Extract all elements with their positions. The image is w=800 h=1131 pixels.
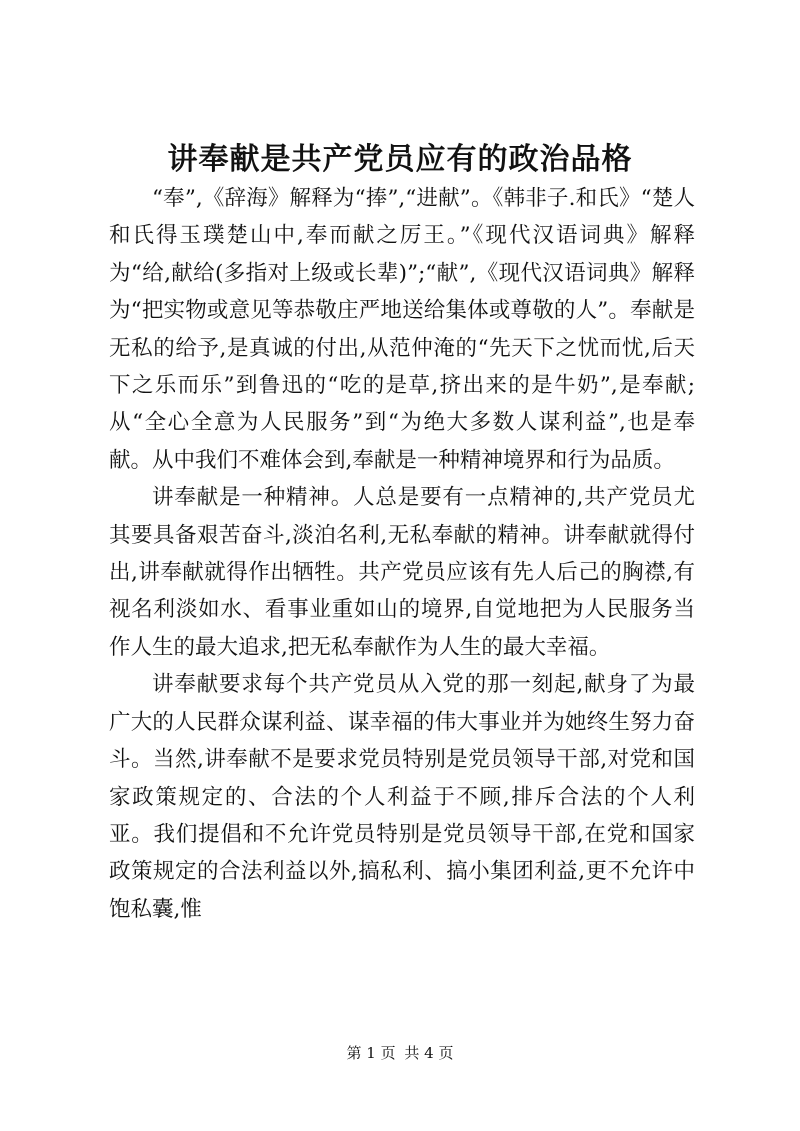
page-footer [0, 1043, 800, 1063]
page-total: 共 4 页 [404, 1044, 454, 1062]
document-body [109, 180, 695, 928]
document-title: 讲奉献是共产党员应有的政治品格 [167, 142, 633, 177]
paragraph: “奉”,《辞海》解释为“捧”,“进献”。《韩非子.和氏》“楚人和氏得玉璞楚山中,奉而献之厉王。”《现代汉语词典》解释为“给,献给(多指对上级或长辈)”;“献”,《现代汉语词典》解释为“把实物或意见等恭敬庄严地送给集体或尊敬的人”。奉献是无私的给予,是真诚的付出,从范仲淹的“先天下之忧而忧,后天下之乐而乐”到鲁迅的“吃的是草,挤出来的是牛奶”,是奉献;从“全心全意为人民服务”到“为绝大多数人谋利益”,也是奉献。从中我们不难体会到,奉献是一种精神境界和行为品质。 [109, 186, 695, 473]
page-number: 第 1 页 [346, 1044, 396, 1062]
paragraph: 讲奉献是一种精神。人总是要有一点精神的,共产党员尤其要具备艰苦奋斗,淡泊名利,无私奉献的精神。讲奉献就得付出,讲奉献就得作出牺牲。共产党员应该有先人后己的胸襟,有视名利淡如水、看事业重如山的境界,自觉地把为人民服务当作人生的最大追求,把无私奉献作为人生的最大幸福。 [109, 485, 695, 660]
paragraph: 讲奉献要求每个共产党员从入党的那一刻起,献身了为最广大的人民群众谋利益、谋幸福的伟大事业并为她终生努力奋斗。当然,讲奉献不是要求党员特别是党员领导干部,对党和国家政策规定的、合法的个人利益于不顾,排斥合法的个人利亚。我们提倡和不允许党员特别是党员领导干部,在党和国家政策规定的合法利益以外,搞私利、搞小集团利益,更不允许中饱私囊,惟 [109, 672, 695, 922]
